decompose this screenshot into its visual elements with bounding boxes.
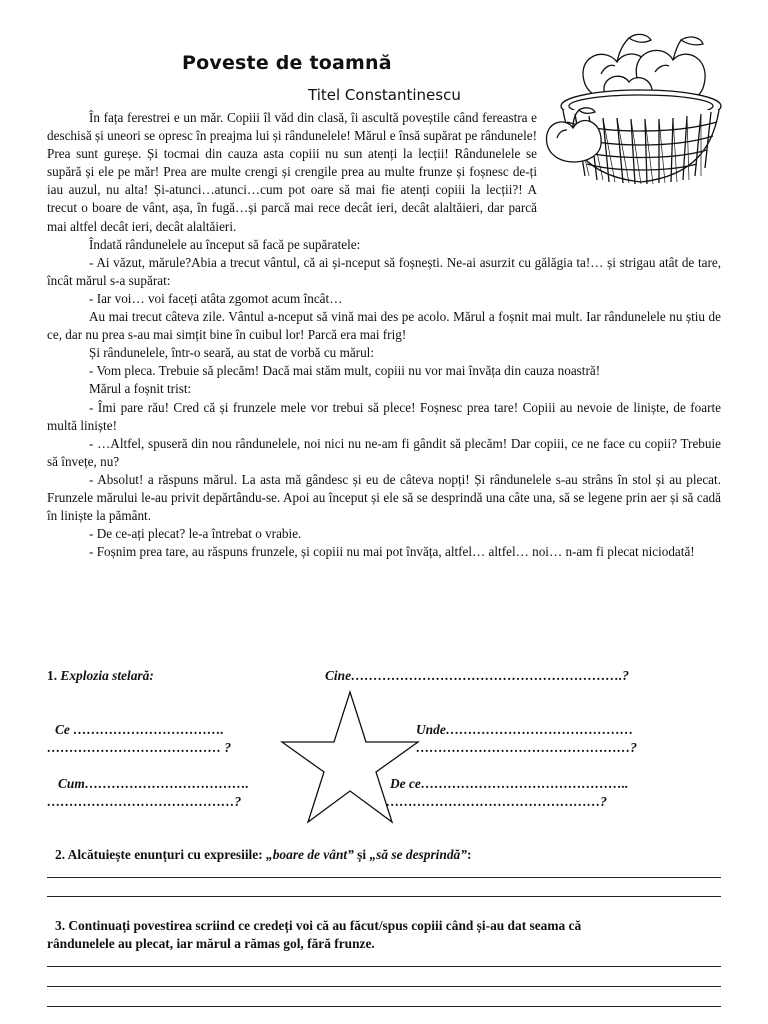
question-de-ce-line2[interactable]: …………………………………………? — [386, 794, 607, 809]
exercise1-title: Explozia stelară: — [60, 668, 154, 683]
answer-line[interactable] — [47, 966, 721, 967]
story-author: Titel Constantinescu — [308, 86, 461, 104]
answer-line[interactable] — [47, 1006, 721, 1007]
story-paragraph: - Iar voi… voi faceți atâta zgomot acum încât… — [89, 290, 343, 306]
story-title: Poveste de toamnă — [182, 52, 392, 74]
story-paragraph: Și rândunelele, într-o seară, au stat de vorbă cu mărul: — [89, 345, 374, 361]
illustration-space — [547, 105, 725, 219]
answer-line[interactable] — [47, 896, 721, 897]
story-paragraph: Mărul a foșnit trist: — [89, 381, 192, 397]
star-outline — [280, 690, 420, 824]
story-paragraph: - Vom pleca. Trebuie să plecăm! Dacă mai stăm mult, copiii nu vor mai învăța din cauza noastră! — [89, 363, 601, 379]
story-paragraph: Au mai trecut câteva zile. Vântul a-nceput să vină mai des pe acolo. Mărul a foșnit mai mult. Iar rândunelele nu știu de ce, dar nu prea s-au mai simțit bine în cuibul lor! Parcă era mai frig! — [47, 309, 721, 343]
story-paragraph: - Absolut! a răspuns mărul. La asta mă gândesc și eu de câteva nopți! Și rândunelele s-au strâns în stol și au plecat. Frunzele mărului le-au privit depărtându-se. Apoi au început și ele să se desprindă una câte una, să se legene prin aer și să cadă în liniște la pământ. — [47, 471, 721, 524]
question-cum-line2[interactable]: ……………………………………? — [47, 794, 242, 809]
exercise1-number: 1. — [47, 668, 58, 683]
question-ce-line2[interactable]: ………………………………… ? — [47, 740, 232, 755]
story-paragraph: - Ai văzut, mărule?Abia a trecut vântul, că ai și-nceput să foșnești. Ne-ai asurzit cu gălăgia ta!… și strigau atât de tare, încât mărul s-a supărat: — [47, 254, 721, 288]
question-cine[interactable]: Cine…………………………………………………….? — [325, 668, 629, 683]
question-de-ce[interactable]: De ce……………………………………….. — [390, 776, 629, 791]
exercise3-prompt-line1: 3. Continuați povestirea scriind ce credeți voi că au făcut/spus copiii când și-au dat seama că — [55, 918, 582, 933]
expression-1: „boare de vânt” — [266, 847, 354, 862]
story-text — [47, 109, 721, 561]
story-paragraph: - …Altfel, spuseră din nou rândunelele, noi nici nu ne-am fi gândit să plecăm! Dar copiii, ce ne face cu copii? Trebuie să învețe, nu? — [47, 435, 721, 469]
exercise1-heading — [47, 668, 154, 684]
question-ce[interactable]: Ce ……………………………. — [55, 722, 224, 737]
question-cum[interactable]: Cum………………………………. — [58, 776, 249, 791]
story-paragraph: - De ce-ați plecat? le-a întrebat o vrabie. — [89, 526, 302, 542]
story-paragraph: Îndată rândunelele au început să facă pe supăratele: — [89, 236, 361, 252]
exercise3-prompt-line2: rândunelele au plecat, iar mărul a rămas gol, fără frunze. — [47, 936, 375, 951]
story-paragraph: - Foșnim prea tare, au răspuns frunzele, și copiii nu mai pot învăța, altfel… altfel… noi… n-am fi plecat niciodată! — [89, 544, 695, 560]
exercise2-prompt: 2. Alcătuiește enunțuri cu expresiile: „boare de vânt” și „să se desprindă”: — [55, 847, 472, 862]
story-paragraph: - Îmi pare rău! Cred că și frunzele mele vor trebui să plece! Foșnesc prea tare! Copiii au nevoie de liniște, de foarte multă liniște! — [47, 399, 721, 433]
question-unde[interactable]: Unde…………………………………… — [416, 722, 634, 737]
answer-line[interactable] — [47, 986, 721, 987]
answer-line[interactable] — [47, 877, 721, 878]
question-unde-line2[interactable]: …………………………………………? — [416, 740, 637, 755]
expression-2: „să se desprindă” — [369, 847, 467, 862]
story-paragraph: În fața ferestrei e un măr. Copiii îl văd din clasă, îi ascultă poveștile când fereastra e deschisă și uneori se opresc în preajma lui și rândunelele! Mărul e însă supărat pe rândunele! Prea sunt gureșe. Și tocmai din cauza asta copiii nu sun atenți la lecții! Rândunelele se supără și ele pe măr! Prea are multe crengi și crengile prea au multe frunze și foșnesc de-ți iau auzul, nu alta! Și-atunci…atunci…cum pot oare să mai fie atenți copiii la lecții?! A trecut o boare de vânt, așa, în fugă…și parcă mai rece decât ieri, decât alaltăieri, dar parcă mai altfel decât ieri, decât alaltăieri. — [47, 110, 537, 234]
